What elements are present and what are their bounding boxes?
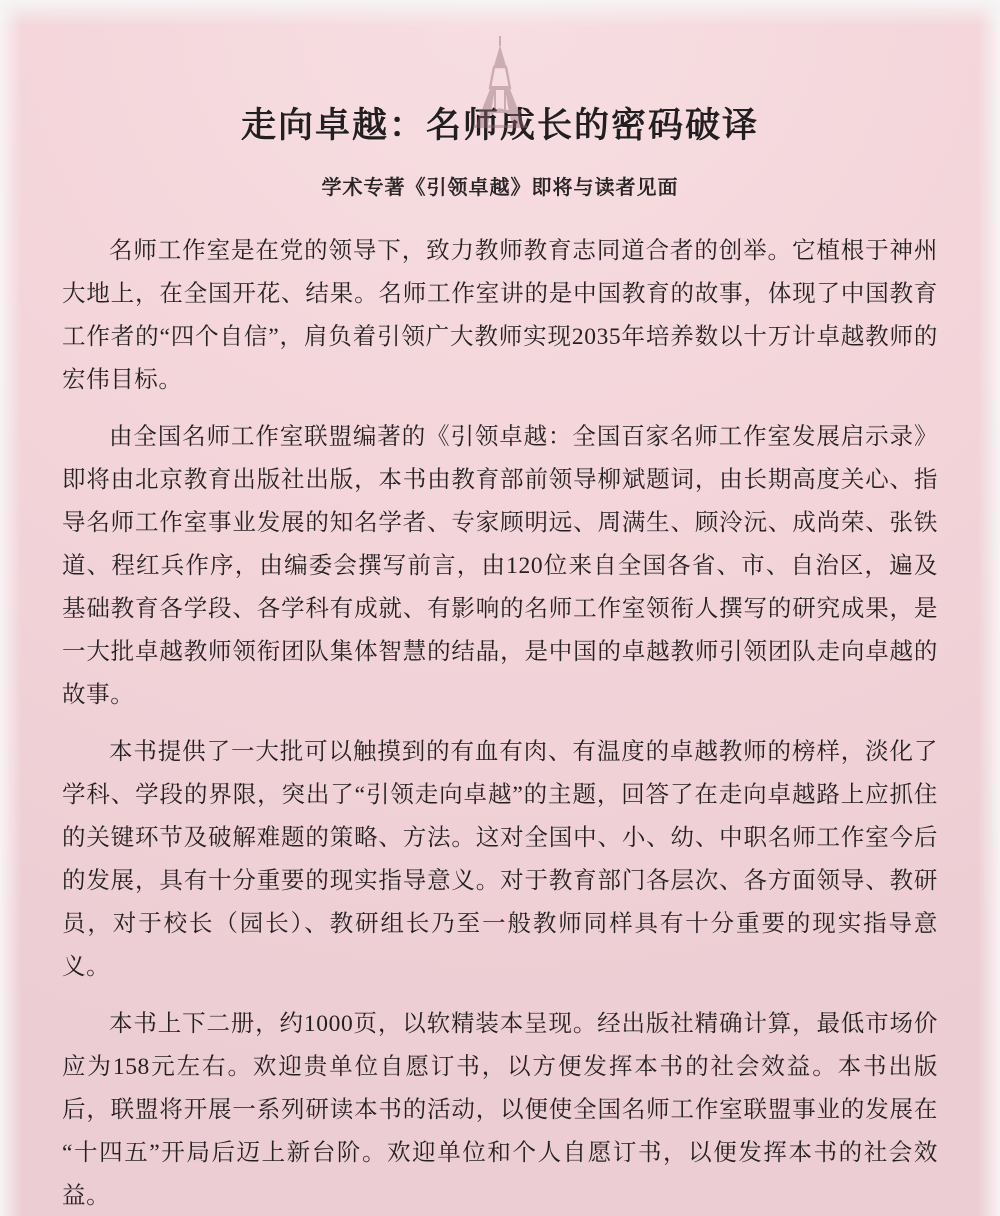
page-subtitle: 学术专著《引领卓越》即将与读者见面 xyxy=(321,177,679,200)
right-edge-fade xyxy=(978,0,1000,1216)
page-title: 走向卓越：名师成长的密码破译 xyxy=(240,106,759,145)
paragraph: 本书上下二册，约1000页，以软精装本呈现。经出版社精确计算，最低市场价应为158元左右。欢迎贵单位自愿订书，以方便发挥本书的社会效益。本书出版后，联盟将开展一系列研读本书的活动，以便使全国名师工作室联盟事业的发展在“十四五”开局后迈上新台阶。欢迎单位和个人自愿订书，以便发挥本书的社会效益。 xyxy=(62,1011,938,1210)
eiffel-tower-icon xyxy=(461,36,539,128)
paragraph: 由全国名师工作室联盟编著的《引领卓越：全国百家名师工作室发展启示录》即将由北京教育出版社出版，本书由教育部前领导柳斌题词，由长期高度关心、指导名师工作室事业发展的知名学者、专家顾明远、周满生、顾泠沅、成尚荣、张铁道、程红兵作序，由编委会撰写前言，由120位来自全国各省、市、自治区，遍及基础教育各学段、各学科有成就、有影响的名师工作室领衔人撰写的研究成果，是一大批卓越教师领衔团队集体智慧的结晶，是中国的卓越教师引领团队走向卓越的故事。 xyxy=(62,424,938,709)
header-illustration xyxy=(62,0,938,98)
paragraph: 本书提供了一大批可以触摸到的有血有肉、有温度的卓越教师的榜样，淡化了学科、学段的界限，突出了“引领走向卓越”的主题，回答了在走向卓越路上应抓住的关键环节及破解难题的策略、方法。这对全国中、小、幼、中职名师工作室今后的发展，具有十分重要的现实指导意义。对于教育部门各层次、各方面领导、教研员，对于校长（园长）、教研组长乃至一般教师同样具有十分重要的现实指导意义。 xyxy=(62,739,938,981)
left-edge-fade xyxy=(0,0,22,1216)
paragraph: 名师工作室是在党的领导下，致力教师教育志同道合者的创举。它植根于神州大地上，在全国开花、结果。名师工作室讲的是中国教育的故事，体现了中国教育工作者的“四个自信”，肩负着引领广大教师实现2035年培养数以十万计卓越教师的宏伟目标。 xyxy=(62,238,938,394)
article-body xyxy=(62,230,938,1216)
